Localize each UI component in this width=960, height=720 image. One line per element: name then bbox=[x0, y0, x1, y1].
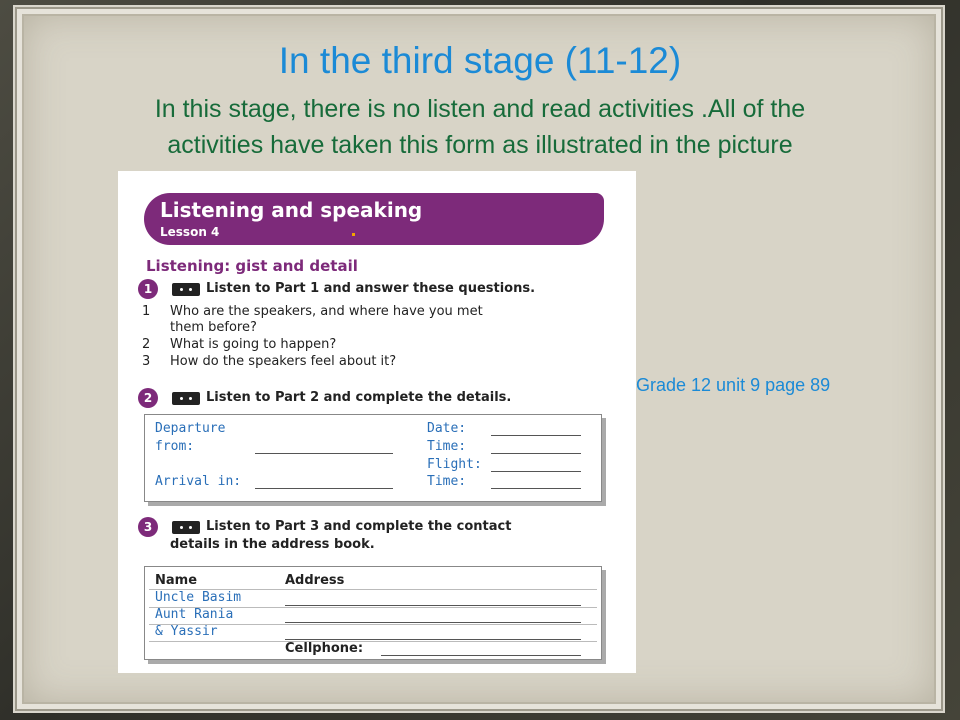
arrival-time-answer-line bbox=[491, 488, 581, 489]
slide-title: In the third stage (11-12) bbox=[278, 40, 682, 81]
banner-subtitle: Lesson 4 bbox=[160, 225, 220, 239]
slide-subtitle-line1: In this stage, there is no listen and read activities .All of the bbox=[154, 95, 806, 123]
banner-title: Listening and speaking bbox=[160, 198, 423, 222]
time-answer-line bbox=[491, 453, 581, 454]
flight-answer-line bbox=[491, 471, 581, 472]
date-answer-line bbox=[491, 435, 581, 436]
departure-label: Departure bbox=[155, 421, 226, 436]
time-label: Time: bbox=[427, 439, 467, 454]
page-reference-caption: Grade 12 unit 9 page 89 bbox=[636, 375, 831, 395]
audio-tape-icon bbox=[172, 521, 200, 534]
question-number: 3 bbox=[142, 354, 151, 369]
address-answer-line bbox=[285, 639, 581, 640]
exercise-1-instruction: Listen to Part 1 and answer these questions. bbox=[206, 281, 536, 296]
question-item bbox=[142, 354, 396, 369]
exercise-3-number: 3 bbox=[138, 517, 158, 537]
name-column-header: Name bbox=[155, 573, 198, 588]
question-text: What is going to happen? bbox=[170, 337, 337, 352]
question-text: How do the speakers feel about it? bbox=[170, 354, 397, 369]
exercise-3-instruction-line2: details in the address book. bbox=[170, 537, 375, 552]
question-item bbox=[142, 304, 483, 319]
contact-name: Uncle Basim bbox=[155, 590, 242, 605]
slide-subtitle-line2: activities have taken this form as illustrated in the picture bbox=[167, 131, 793, 159]
question-text: Who are the speakers, and where have you met bbox=[170, 304, 483, 319]
table-rule bbox=[149, 641, 597, 642]
address-column-header: Address bbox=[285, 573, 345, 588]
contact-name: & Yassir bbox=[155, 624, 218, 639]
exercise-2-instruction: Listen to Part 2 and complete the details. bbox=[206, 390, 512, 405]
question-number: 2 bbox=[142, 337, 151, 352]
exercise-1-number: 1 bbox=[138, 279, 158, 299]
lesson-banner bbox=[144, 193, 604, 245]
question-number: 1 bbox=[142, 304, 151, 319]
contact-name: Aunt Rania bbox=[155, 607, 234, 622]
cellphone-answer-line bbox=[381, 655, 581, 656]
audio-tape-icon bbox=[172, 283, 200, 296]
question-text: them before? bbox=[170, 320, 257, 335]
textbook-page-image bbox=[118, 171, 636, 673]
question-item bbox=[142, 320, 257, 335]
from-answer-line bbox=[255, 453, 393, 454]
date-label: Date: bbox=[427, 421, 467, 436]
address-answer-line bbox=[285, 622, 581, 623]
audio-tape-icon bbox=[172, 392, 200, 405]
question-item bbox=[142, 337, 336, 352]
arrival-label: Arrival in: bbox=[155, 474, 242, 489]
exercise-2-number: 2 bbox=[138, 388, 158, 408]
address-book-box bbox=[144, 566, 602, 660]
cellphone-label: Cellphone: bbox=[285, 641, 364, 656]
flight-label: Flight: bbox=[427, 457, 482, 472]
address-answer-line bbox=[285, 605, 581, 606]
arrival-answer-line bbox=[255, 488, 393, 489]
arrival-time-label: Time: bbox=[427, 474, 467, 489]
from-label: from: bbox=[155, 439, 195, 454]
travel-details-box bbox=[144, 414, 602, 502]
exercise-3-instruction-line1: Listen to Part 3 and complete the contact bbox=[206, 519, 512, 534]
section-heading: Listening: gist and detail bbox=[146, 257, 358, 275]
decorative-dot bbox=[352, 233, 355, 236]
